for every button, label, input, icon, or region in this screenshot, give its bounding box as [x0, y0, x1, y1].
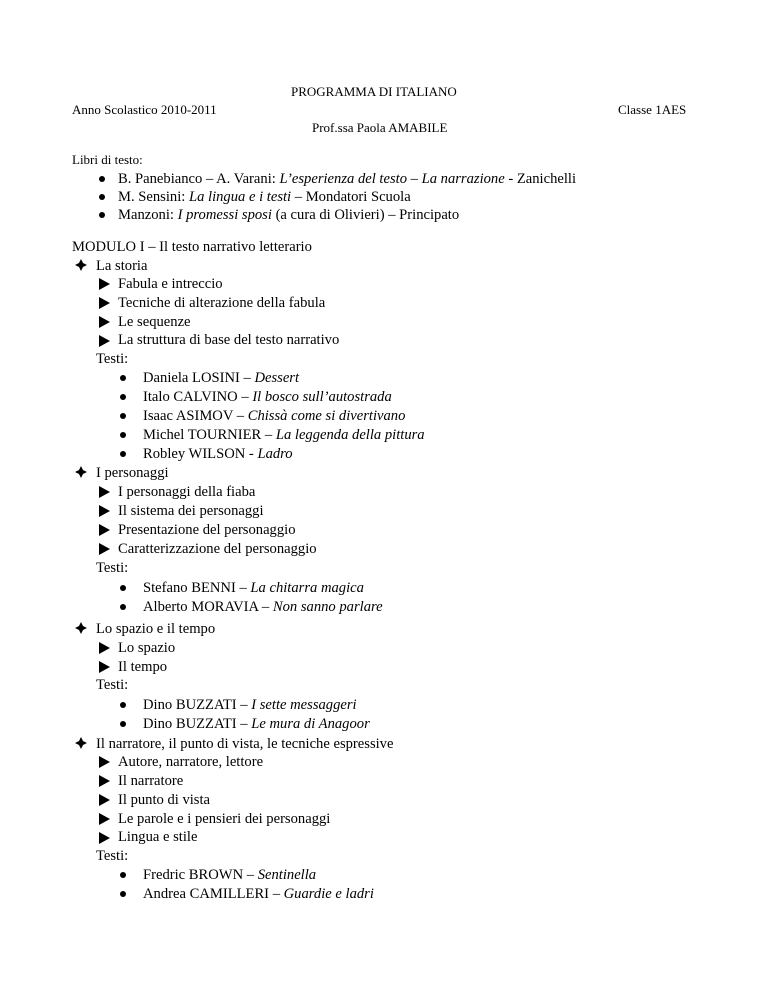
- topic-item: Fabula e intreccio: [118, 276, 223, 292]
- text-item: Fredric BROWN – Sentinella: [143, 867, 317, 883]
- bullet-icon: [99, 176, 105, 182]
- arrow-bullet-icon: [99, 524, 110, 536]
- text-item: Isaac ASIMOV – Chissà come si divertivano: [143, 408, 406, 424]
- arrow-bullet-icon: [99, 642, 110, 654]
- arrow-bullet-icon: [99, 813, 110, 825]
- topic-item: Le sequenze: [118, 314, 191, 330]
- topic-item: Il narratore: [118, 773, 184, 789]
- section-title: I personaggi: [96, 465, 169, 481]
- text-item: Alberto MORAVIA – Non sanno parlare: [143, 599, 383, 615]
- teacher-name: Prof.ssa Paola AMABILE: [312, 120, 448, 135]
- text-item: Stefano BENNI – La chitarra magica: [143, 580, 364, 596]
- bullet-icon: [120, 451, 126, 457]
- text-item: Italo CALVINO – Il bosco sull’autostrada: [143, 389, 392, 405]
- document-title: PROGRAMMA DI ITALIANO: [291, 84, 457, 99]
- text-item: Daniela LOSINI – Dessert: [143, 370, 300, 386]
- topic-item: Il punto di vista: [118, 792, 211, 808]
- arrow-bullet-icon: [99, 278, 110, 290]
- topic-item: Le parole e i pensieri dei personaggi: [118, 811, 331, 827]
- module-title: MODULO I – Il testo narrativo letterario: [72, 239, 312, 255]
- texts-label: Testi:: [96, 677, 129, 693]
- arrow-bullet-icon: [99, 775, 110, 787]
- section-title: La storia: [96, 258, 148, 274]
- bullet-icon: [120, 432, 126, 438]
- topic-item: La struttura di base del testo narrativo: [118, 332, 340, 348]
- section-title: Il narratore, il punto di vista, le tecniche espressive: [96, 736, 394, 752]
- book-item: B. Panebianco – A. Varani: L’esperienza del testo – La narrazione - Zanichelli: [118, 171, 577, 187]
- class-name: Classe 1AES: [618, 102, 687, 117]
- text-item: Dino BUZZATI – Le mura di Anagoor: [143, 716, 370, 732]
- bullet-icon: [120, 375, 126, 381]
- bullet-icon: [120, 702, 126, 708]
- topic-item: I personaggi della fiaba: [118, 484, 256, 500]
- bullet-icon: [120, 891, 126, 897]
- bullet-icon: [120, 413, 126, 419]
- texts-label: Testi:: [96, 560, 129, 576]
- bullet-icon: [120, 394, 126, 400]
- arrow-bullet-icon: [99, 756, 110, 768]
- topic-item: Lingua e stile: [118, 829, 198, 845]
- diamond-bullet-icon: [75, 622, 87, 634]
- texts-label: Testi:: [96, 848, 129, 864]
- bullet-icon: [120, 872, 126, 878]
- arrow-bullet-icon: [99, 297, 110, 309]
- topic-item: Presentazione del personaggio: [118, 522, 296, 538]
- bullet-icon: [99, 212, 105, 218]
- text-item: Robley WILSON - Ladro: [143, 446, 293, 462]
- diamond-bullet-icon: [75, 466, 87, 478]
- topic-item: Tecniche di alterazione della fabula: [118, 295, 326, 311]
- diamond-bullet-icon: [75, 259, 87, 271]
- arrow-bullet-icon: [99, 794, 110, 806]
- topic-item: Il tempo: [118, 659, 168, 675]
- school-year: Anno Scolastico 2010-2011: [72, 102, 217, 117]
- section-title: Lo spazio e il tempo: [96, 621, 216, 637]
- text-item: Michel TOURNIER – La leggenda della pittura: [143, 427, 425, 443]
- diamond-bullet-icon: [75, 737, 87, 749]
- bullet-icon: [120, 721, 126, 727]
- topic-item: Autore, narratore, lettore: [118, 754, 264, 770]
- arrow-bullet-icon: [99, 505, 110, 517]
- books-label: Libri di testo:: [72, 152, 143, 167]
- arrow-bullet-icon: [99, 832, 110, 844]
- topic-item: Il sistema dei personaggi: [118, 503, 264, 519]
- arrow-bullet-icon: [99, 335, 110, 347]
- book-item: Manzoni: I promessi sposi (a cura di Olivieri) – Principato: [118, 207, 460, 223]
- bullet-icon: [99, 194, 105, 200]
- text-item: Andrea CAMILLERI – Guardie e ladri: [143, 886, 374, 902]
- bullet-icon: [120, 585, 126, 591]
- texts-label: Testi:: [96, 351, 129, 367]
- topic-item: Caratterizzazione del personaggio: [118, 541, 317, 557]
- topic-item: Lo spazio: [118, 640, 176, 656]
- book-item: M. Sensini: La lingua e i testi – Mondatori Scuola: [118, 189, 411, 205]
- arrow-bullet-icon: [99, 543, 110, 555]
- arrow-bullet-icon: [99, 486, 110, 498]
- text-item: Dino BUZZATI – I sette messaggeri: [143, 697, 357, 713]
- arrow-bullet-icon: [99, 661, 110, 673]
- bullet-icon: [120, 604, 126, 610]
- arrow-bullet-icon: [99, 316, 110, 328]
